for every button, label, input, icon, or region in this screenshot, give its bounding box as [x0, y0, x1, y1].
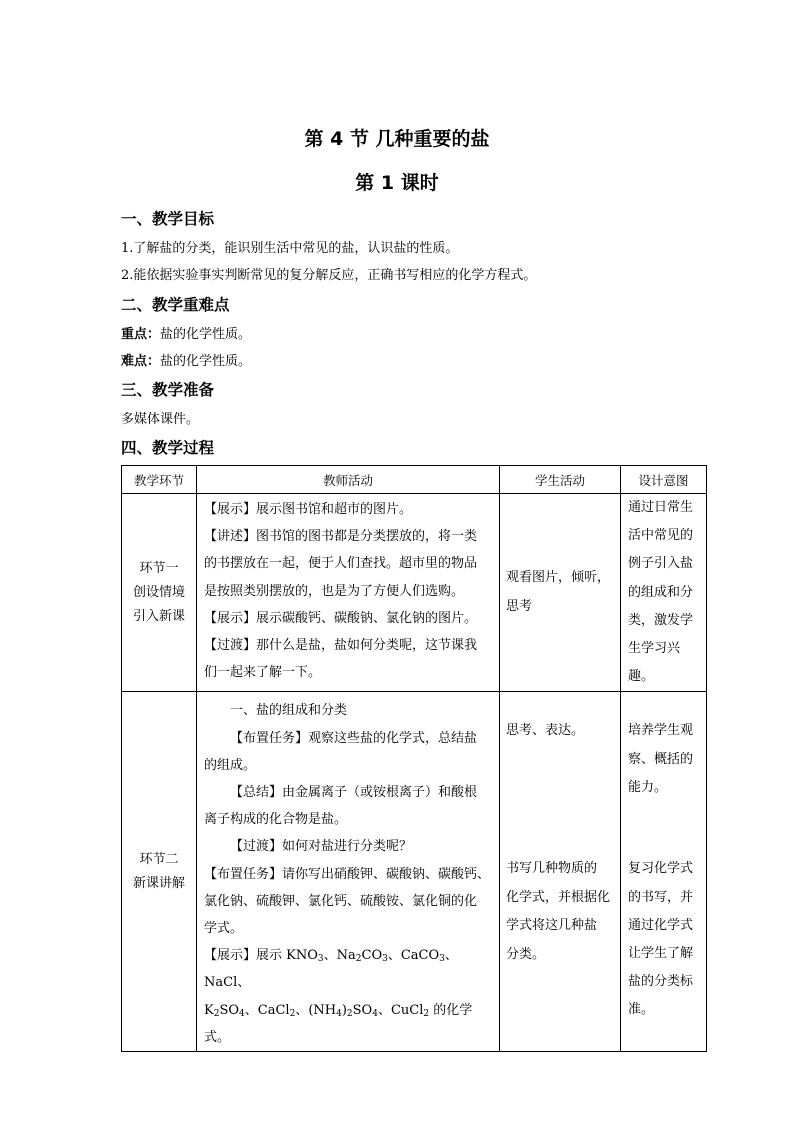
formula-line: 【展示】展示 $KNO_3$、$Na_2CO_3$、CaCO$_3$、NaCl、 [204, 948, 458, 991]
stage-line: 环节一 [139, 560, 179, 576]
design-intent-cell [621, 692, 707, 1052]
design-line: 盐的分类标 [628, 974, 694, 990]
design-line: 通过日常生 [628, 500, 694, 515]
student-line: 思考、表达。 [506, 723, 585, 739]
student-line: 分类。 [506, 946, 546, 962]
difficult-point [121, 350, 251, 369]
teacher-line: 【过渡】那什么是盐，盐如何分类呢，这节课我 [204, 638, 478, 654]
teacher-line: 【布置任务】请你写出硝酸钾、碳酸钠、碳酸钙、 [204, 866, 491, 882]
table-header-row [122, 466, 707, 494]
student-activity-cell [500, 494, 621, 692]
stage-line: 环节二 [139, 851, 179, 867]
formula-text: K [204, 1002, 214, 1018]
design-line: 的书写，并 [628, 889, 694, 905]
design-intent-cell [621, 494, 707, 692]
teacher-line: 【展示】展示图书馆和超市的图片。 [204, 502, 413, 517]
teacher-line: 的书摆放在一起，便于人们查找。超市里的物品 [204, 556, 478, 572]
design-line: 生学习兴趣。 [628, 641, 681, 685]
teacher-line: 是按照类别摆放的，也是为了方便人们选购。 [204, 583, 465, 599]
design-line: 让学生了解 [628, 946, 694, 962]
design-line: 活中常见的 [628, 528, 694, 544]
teacher-line: 【总结】由金属离子（或铵根离子）和酸根 [230, 785, 478, 801]
teacher-line: 【布置任务】观察这些盐的化学式，总结盐 [230, 730, 478, 746]
teacher-line: 【展示】展示碳酸钙、碳酸钠、氯化钠的图片。 [204, 610, 478, 626]
design-block-b [628, 855, 693, 1024]
design-line: 培养学生观 [628, 723, 694, 739]
teacher-line: 学式。 [204, 921, 244, 937]
design-line: 准。 [628, 1002, 655, 1018]
teacher-activity-cell [197, 692, 500, 1052]
teacher-line: 【讲述】图书馆的图书都是分类摆放的，将一类 [204, 529, 478, 545]
header-design: 设计意图 [621, 466, 707, 494]
difficult-text: 盐的化学性质。 [160, 354, 252, 369]
keypoints-heading: 二、教学重难点 [121, 296, 230, 314]
key-point [121, 323, 251, 342]
table-row [122, 692, 707, 1052]
difficult-label: 难点： [121, 354, 161, 369]
design-block-a [628, 717, 693, 802]
stage-cell [122, 494, 197, 692]
formula-line: $K_2SO_4$、CaCl$_2$、$(NH_4)_2SO_4$、CuCl$_2$ 的化学式。 [204, 1002, 473, 1045]
stage-line: 创设情境 [132, 584, 185, 600]
design-line: 例子引入盐 [628, 556, 694, 572]
student-line: 观看图片，倾听， [506, 570, 611, 586]
formula-text: KNO [286, 948, 318, 964]
page-title: 第 4 节 几种重要的盐 [304, 128, 490, 150]
header-student: 学生活动 [500, 466, 621, 494]
header-teacher: 教师活动 [197, 466, 500, 494]
teaching-process-table [121, 465, 707, 1052]
prep-text: 多媒体课件。 [121, 412, 200, 427]
teacher-line: 氯化钠、硫酸钾、氯化钙、硫酸铵、氯化铜的化 [204, 893, 478, 909]
student-line: 学式将这几种盐 [506, 918, 598, 934]
design-line: 的组成和分 [628, 584, 694, 600]
teacher-line: 一、盐的组成和分类 [230, 703, 348, 719]
student-block-a [506, 717, 584, 746]
design-line: 察、概括的 [628, 751, 694, 767]
student-activity-cell [500, 692, 621, 1052]
process-heading: 四、教学过程 [121, 439, 215, 457]
student-line: 书写几种物质的 [506, 861, 598, 877]
lesson-subtitle: 第 1 课时 [355, 172, 439, 194]
student-block-b [506, 855, 610, 969]
goal-2: 2.能依据实验事实判断常见的复分解反应，正确书写相应的化学方程式。 [121, 268, 537, 283]
key-text: 盐的化学性质。 [160, 327, 252, 342]
key-label: 重点： [121, 327, 161, 342]
stage-line: 新课讲解 [132, 875, 185, 891]
design-line: 复习化学式 [628, 861, 694, 877]
teacher-line: 们一起来了解一下。 [204, 665, 322, 681]
design-line: 类，激发学 [628, 612, 694, 628]
teacher-activity-cell [197, 494, 500, 692]
stage-line: 引入新课 [132, 608, 185, 624]
show-label: 【展示】展示 [204, 948, 287, 964]
prep-heading: 三、教学准备 [121, 381, 215, 399]
teacher-line: 的组成。 [204, 757, 257, 773]
design-line: 通过化学式 [628, 917, 694, 933]
stage-cell [122, 692, 197, 1052]
table-row [122, 494, 707, 692]
teacher-line: 离子构成的化合物是盐。 [204, 812, 348, 828]
teacher-line: 【过渡】如何对盐进行分类呢？ [230, 839, 413, 855]
goal-1: 1.了解盐的分类，能识别生活中常见的盐，认识盐的性质。 [121, 241, 459, 256]
header-stage: 教学环节 [122, 466, 197, 494]
design-line: 能力。 [628, 779, 668, 795]
student-line: 思考 [506, 598, 533, 614]
student-line: 化学式，并根据化 [506, 889, 611, 905]
goals-heading: 一、教学目标 [121, 210, 215, 228]
